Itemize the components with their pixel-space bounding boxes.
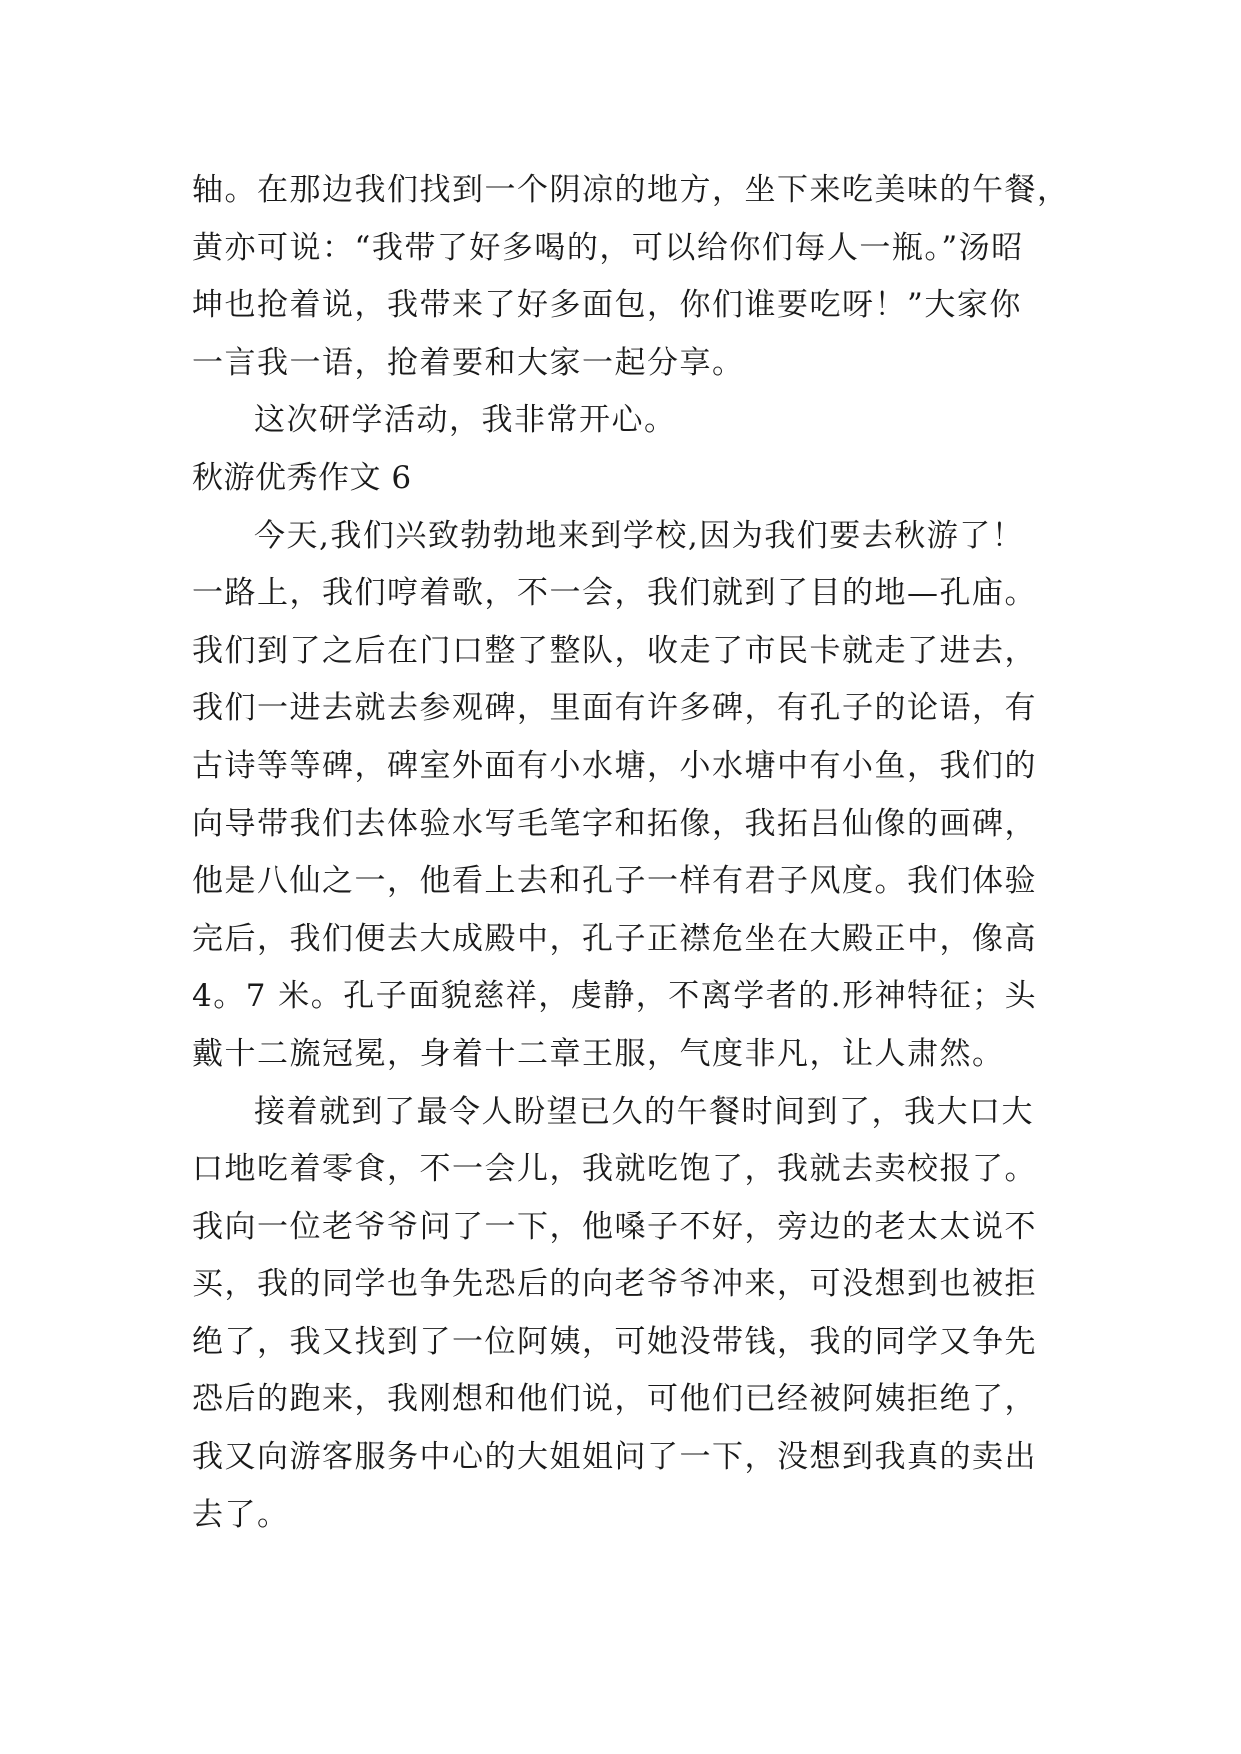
text-line: 接着就到了最令人盼望已久的午餐时间到了，我大口大	[254, 1093, 1034, 1130]
text-line: 去了。	[192, 1496, 290, 1533]
text-line: 向导带我们去体验水写毛笔字和拓像，我拓吕仙像的画碑，	[192, 805, 1037, 842]
text-line: 我又向游客服务中心的大姐姐问了一下，没想到我真的卖出	[192, 1439, 1037, 1476]
text-line: 我们到了之后在门口整了整队，收走了市民卡就走了进去，	[192, 632, 1037, 669]
text-line: 坤也抢着说，我带来了好多面包，你们谁要吃呀！”大家你	[192, 287, 1022, 324]
text-line: 轴。在那边我们找到一个阴凉的地方，坐下来吃美味的午餐，	[192, 172, 1070, 208]
text-line: 一路上，我们哼着歌，不一会，我们就到了目的地—孔庙。	[192, 575, 1037, 612]
section-title: 秋游优秀作文 6	[192, 459, 412, 496]
paragraph	[192, 392, 1072, 450]
paragraph	[192, 508, 1072, 1084]
text-line: 古诗等等碑，碑室外面有小水塘，小水塘中有小鱼，我们的	[192, 747, 1037, 784]
text-line: 4。7 米。孔子面貌慈祥，虔静，不离学者的.形神特征；头	[192, 978, 1038, 1015]
text-line: 他是八仙之一，他看上去和孔子一样有君子风度。我们体验	[192, 863, 1037, 900]
paragraph	[192, 162, 1072, 392]
text-line: 一言我一语，抢着要和大家一起分享。	[192, 344, 745, 381]
text-line: 今天,我们兴致勃勃地来到学校,因为我们要去秋游了！	[254, 517, 1025, 554]
text-line: 我向一位老爷爷问了一下，他嗓子不好，旁边的老太太说不	[192, 1208, 1037, 1245]
text-line: 黄亦可说：“我带了好多喝的，可以给你们每人一瓶。”汤昭	[192, 229, 1024, 266]
text-line: 绝了，我又找到了一位阿姨，可她没带钱，我的同学又争先	[192, 1323, 1037, 1360]
text-line: 这次研学活动，我非常开心。	[254, 402, 677, 439]
text-line: 口地吃着零食，不一会儿，我就吃饱了，我就去卖校报了。	[192, 1151, 1037, 1188]
document-body	[192, 162, 1072, 1544]
text-line: 完后，我们便去大成殿中，孔子正襟危坐在大殿正中，像高	[192, 920, 1037, 957]
text-line: 恐后的跑来，我刚想和他们说，可他们已经被阿姨拒绝了，	[192, 1381, 1037, 1418]
text-line: 买，我的同学也争先恐后的向老爷爷冲来，可没想到也被拒	[192, 1266, 1037, 1303]
text-line: 戴十二旒冠冕，身着十二章王服，气度非凡，让人肃然。	[192, 1035, 1005, 1072]
paragraph	[192, 1084, 1072, 1545]
text-line: 我们一进去就去参观碑，里面有许多碑，有孔子的论语，有	[192, 690, 1037, 727]
